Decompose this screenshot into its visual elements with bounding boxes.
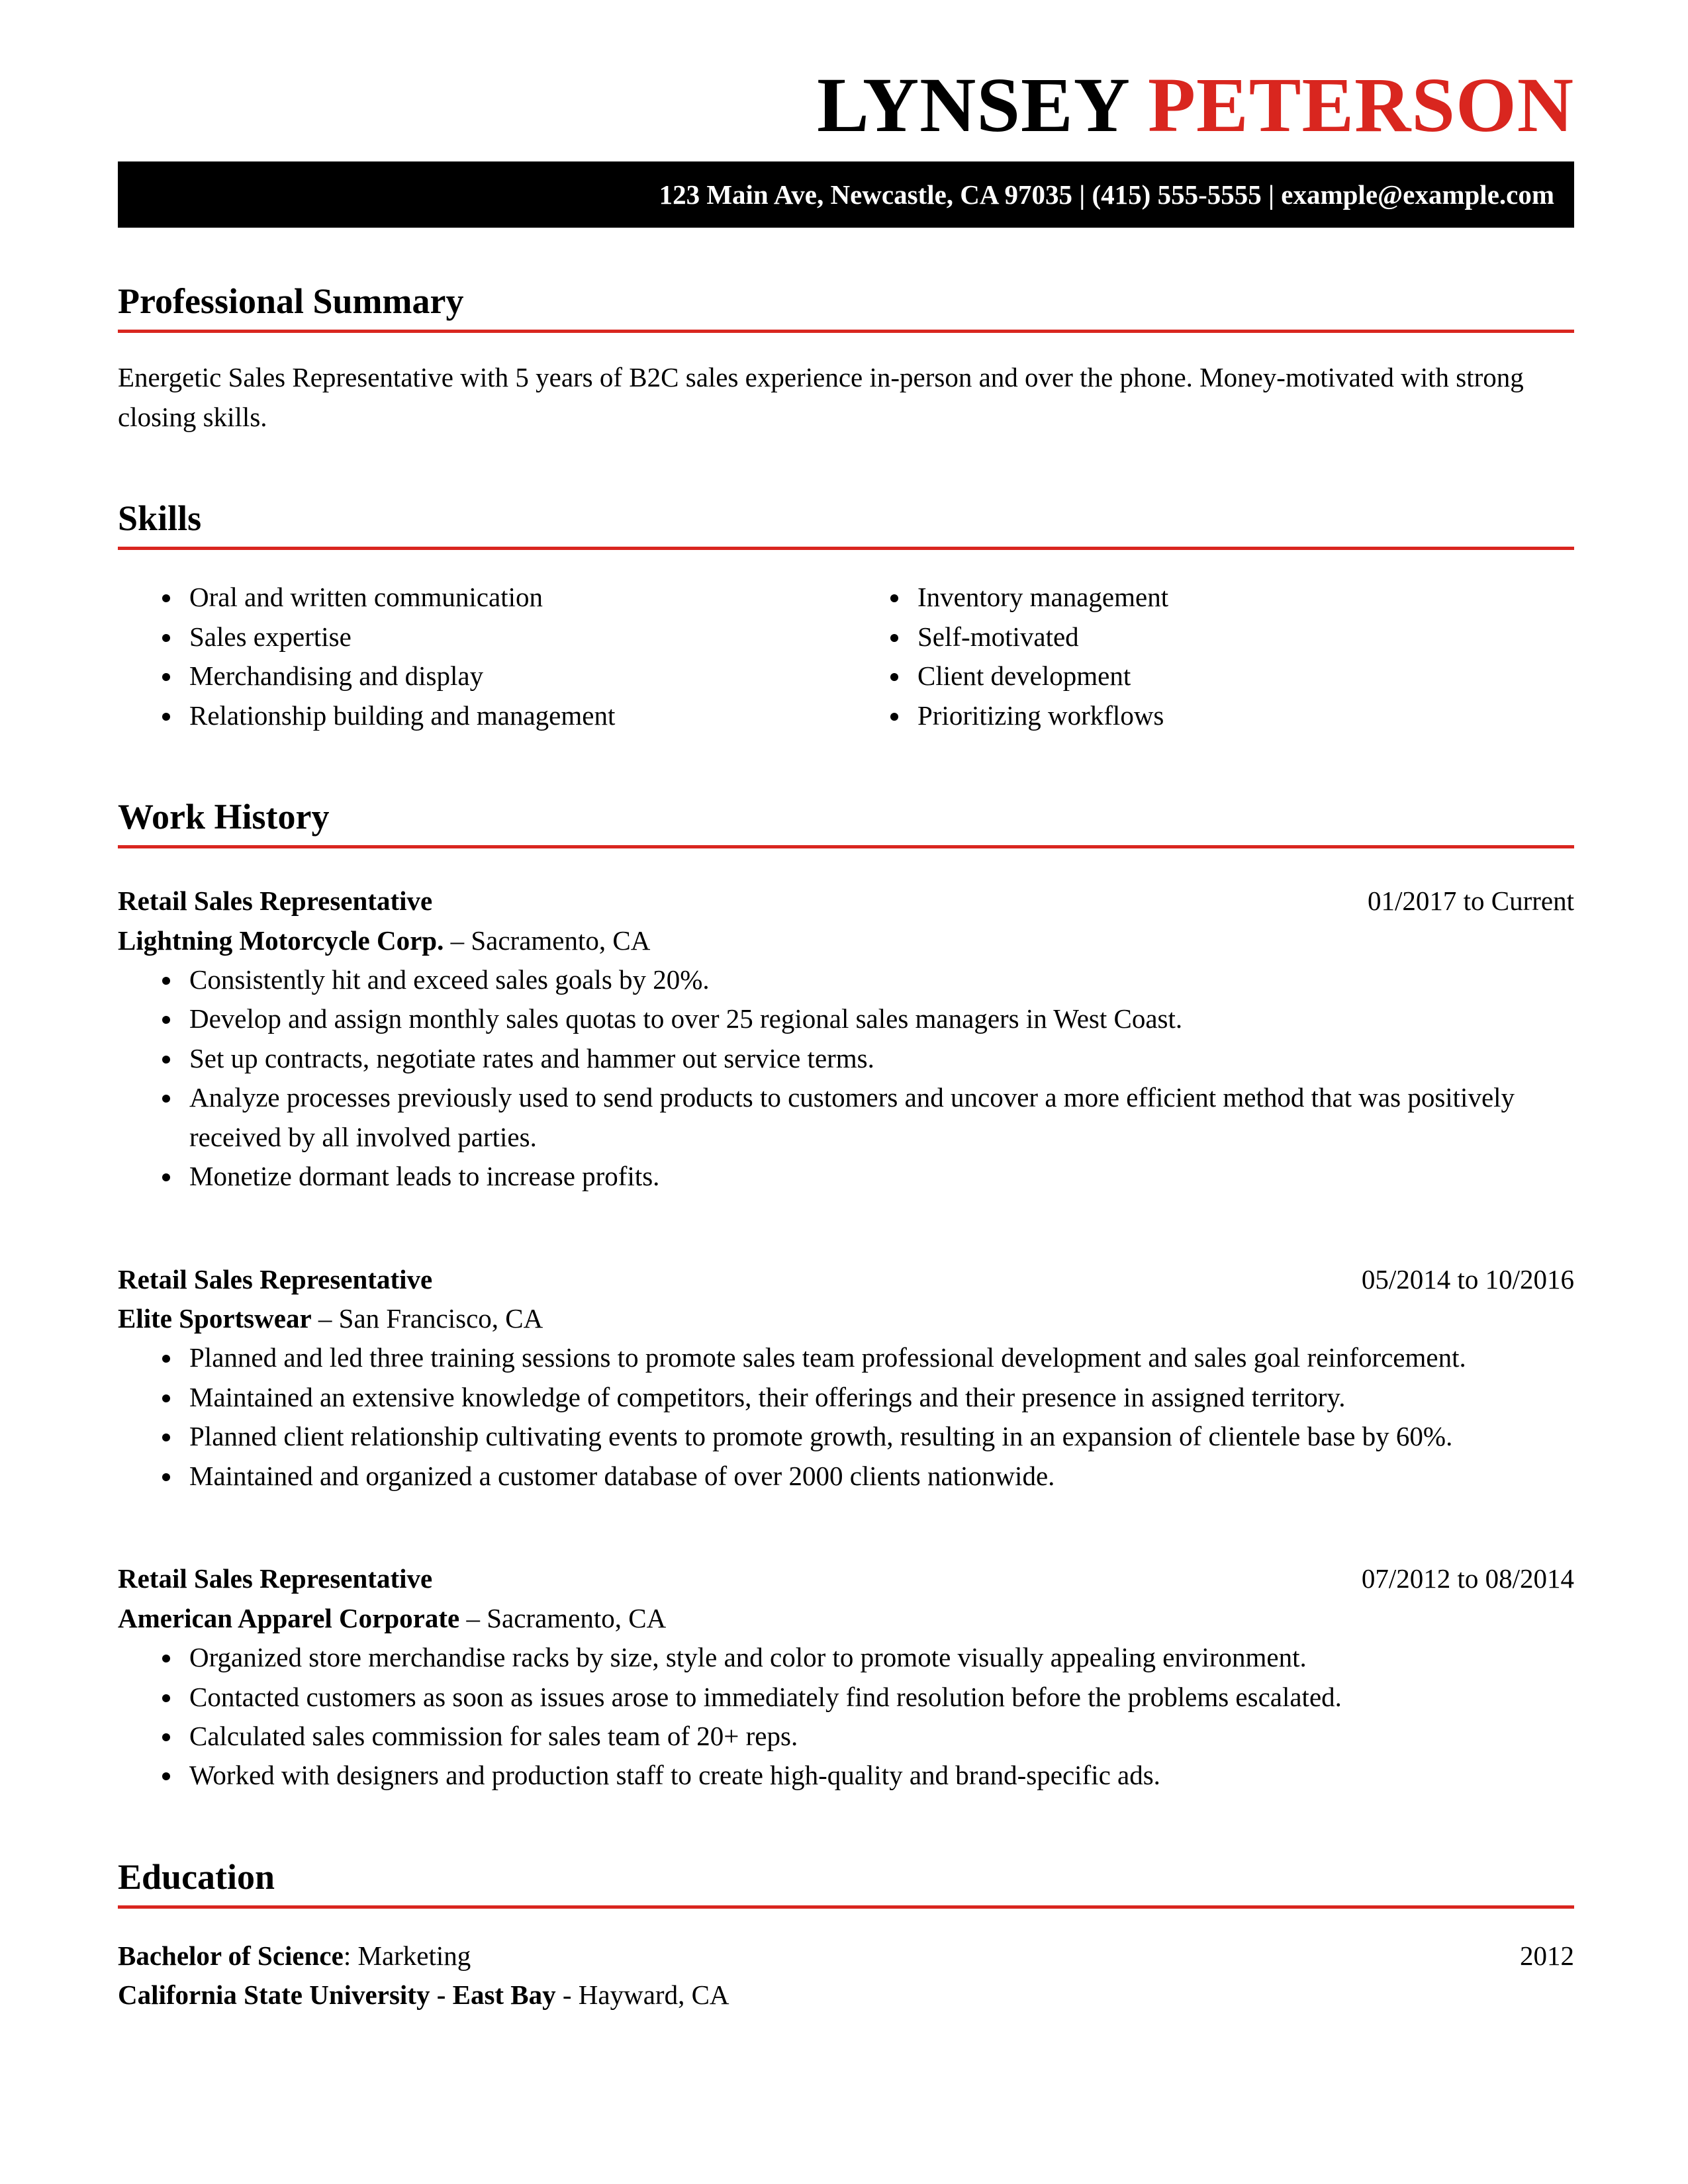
job-title: Retail Sales Representative — [118, 1563, 433, 1594]
skills-columns — [118, 578, 1574, 735]
degree-field: : Marketing — [343, 1940, 471, 1971]
job-company: Lightning Motorcycle Corp. — [118, 925, 444, 956]
job-bullet: • Planned client relationship cultivating events to promote growth, resulting in an expansion of clientele base by 60%. — [183, 1417, 1574, 1456]
section-title-education: Education — [118, 1856, 1574, 1909]
skill-item: • Relationship building and management — [183, 696, 846, 735]
job-header — [118, 1260, 1574, 1299]
section-title-professional-summary: Professional Summary — [118, 281, 1574, 333]
job-bullet: • Consistently hit and exceed sales goals by 20%. — [183, 960, 1574, 999]
job-entry — [118, 882, 1574, 1197]
section-professional-summary — [118, 281, 1574, 437]
first-name: LYNSEY — [817, 62, 1131, 148]
section-education — [118, 1856, 1574, 2015]
skill-item: • Inventory management — [911, 578, 1574, 617]
skill-item: • Client development — [911, 657, 1574, 696]
job-header — [118, 1559, 1574, 1598]
section-title-work-history: Work History — [118, 796, 1574, 848]
job-dates: 01/2017 to Current — [1367, 886, 1574, 917]
job-bullet: • Worked with designers and production staff to create high-quality and brand-specific ads. — [183, 1756, 1574, 1795]
section-work-history — [118, 796, 1574, 1796]
education-entry — [118, 1936, 1574, 2015]
job-subheader — [118, 1599, 1574, 1638]
job-bullet: • Maintained and organized a customer database of over 2000 clients nationwide. — [183, 1457, 1574, 1496]
job-bullet: • Analyze processes previously used to send products to customers and uncover a more efficient method that was positively received by all involved parties. — [183, 1078, 1574, 1157]
skill-item: • Merchandising and display — [183, 657, 846, 696]
skills-list-right — [846, 578, 1574, 735]
last-name: PETERSON — [1147, 62, 1574, 148]
contact-info: 123 Main Ave, Newcastle, CA 97035 | (415) 555-5555 | example@example.com — [659, 179, 1554, 210]
job-dates: 07/2012 to 08/2014 — [1361, 1563, 1574, 1594]
job-bullet: • Set up contracts, negotiate rates and hammer out service terms. — [183, 1039, 1574, 1078]
job-title: Retail Sales Representative — [118, 1263, 433, 1295]
job-company: American Apparel Corporate — [118, 1602, 460, 1633]
job-bullet: • Contacted customers as soon as issues arose to immediately find resolution before the problems escalated. — [183, 1678, 1574, 1717]
job-entry — [118, 1260, 1574, 1496]
skill-item: • Self-motivated — [911, 617, 1574, 657]
skill-item: • Prioritizing workflows — [911, 696, 1574, 735]
job-company: Elite Sportswear — [118, 1303, 312, 1334]
summary-text: Energetic Sales Representative with 5 years of B2C sales experience in-person and over the phone. Money-motivated with strong closing skills. — [118, 362, 1524, 432]
job-subheader — [118, 1299, 1574, 1338]
job-header — [118, 882, 1574, 921]
job-bullet: • Maintained an extensive knowledge of competitors, their offerings and their presence in assigned territory. — [183, 1378, 1574, 1417]
job-location: – San Francisco, CA — [311, 1303, 543, 1334]
education-header — [118, 1936, 1574, 1976]
job-bullet: • Planned and led three training sessions to promote sales team professional development and sales goal reinforcement. — [183, 1338, 1574, 1377]
contact-bar — [118, 161, 1574, 228]
job-location: – Sacramento, CA — [444, 925, 651, 956]
job-subheader — [118, 921, 1574, 960]
job-dates: 05/2014 to 10/2016 — [1361, 1263, 1574, 1295]
school-name: California State University - East Bay — [118, 1979, 556, 2011]
job-bullet: • Develop and assign monthly sales quotas to over 25 regional sales managers in West Coast. — [183, 999, 1574, 1038]
graduation-year: 2012 — [1520, 1940, 1574, 1971]
job-bullet: • Calculated sales commission for sales team of 20+ reps. — [183, 1717, 1574, 1756]
job-bullet-list — [118, 960, 1574, 1197]
section-skills — [118, 498, 1574, 735]
education-subheader — [118, 1976, 1574, 2015]
job-entry — [118, 1559, 1574, 1796]
degree-name: Bachelor of Science — [118, 1940, 344, 1971]
resume-header — [118, 63, 1574, 228]
degree-line — [118, 1936, 471, 1976]
job-bullet-list — [118, 1338, 1574, 1496]
job-bullet: • Monetize dormant leads to increase profits. — [183, 1157, 1574, 1196]
name-heading — [118, 63, 1574, 147]
job-title: Retail Sales Representative — [118, 886, 433, 917]
skills-list-left — [118, 578, 846, 735]
job-bullet: • Organized store merchandise racks by size, style and color to promote visually appealing environment. — [183, 1638, 1574, 1677]
skill-item: • Sales expertise — [183, 617, 846, 657]
school-location: - Hayward, CA — [555, 1979, 729, 2011]
section-title-skills: Skills — [118, 498, 1574, 550]
job-bullet-list — [118, 1638, 1574, 1796]
job-location: – Sacramento, CA — [459, 1602, 667, 1633]
skill-item: • Oral and written communication — [183, 578, 846, 617]
